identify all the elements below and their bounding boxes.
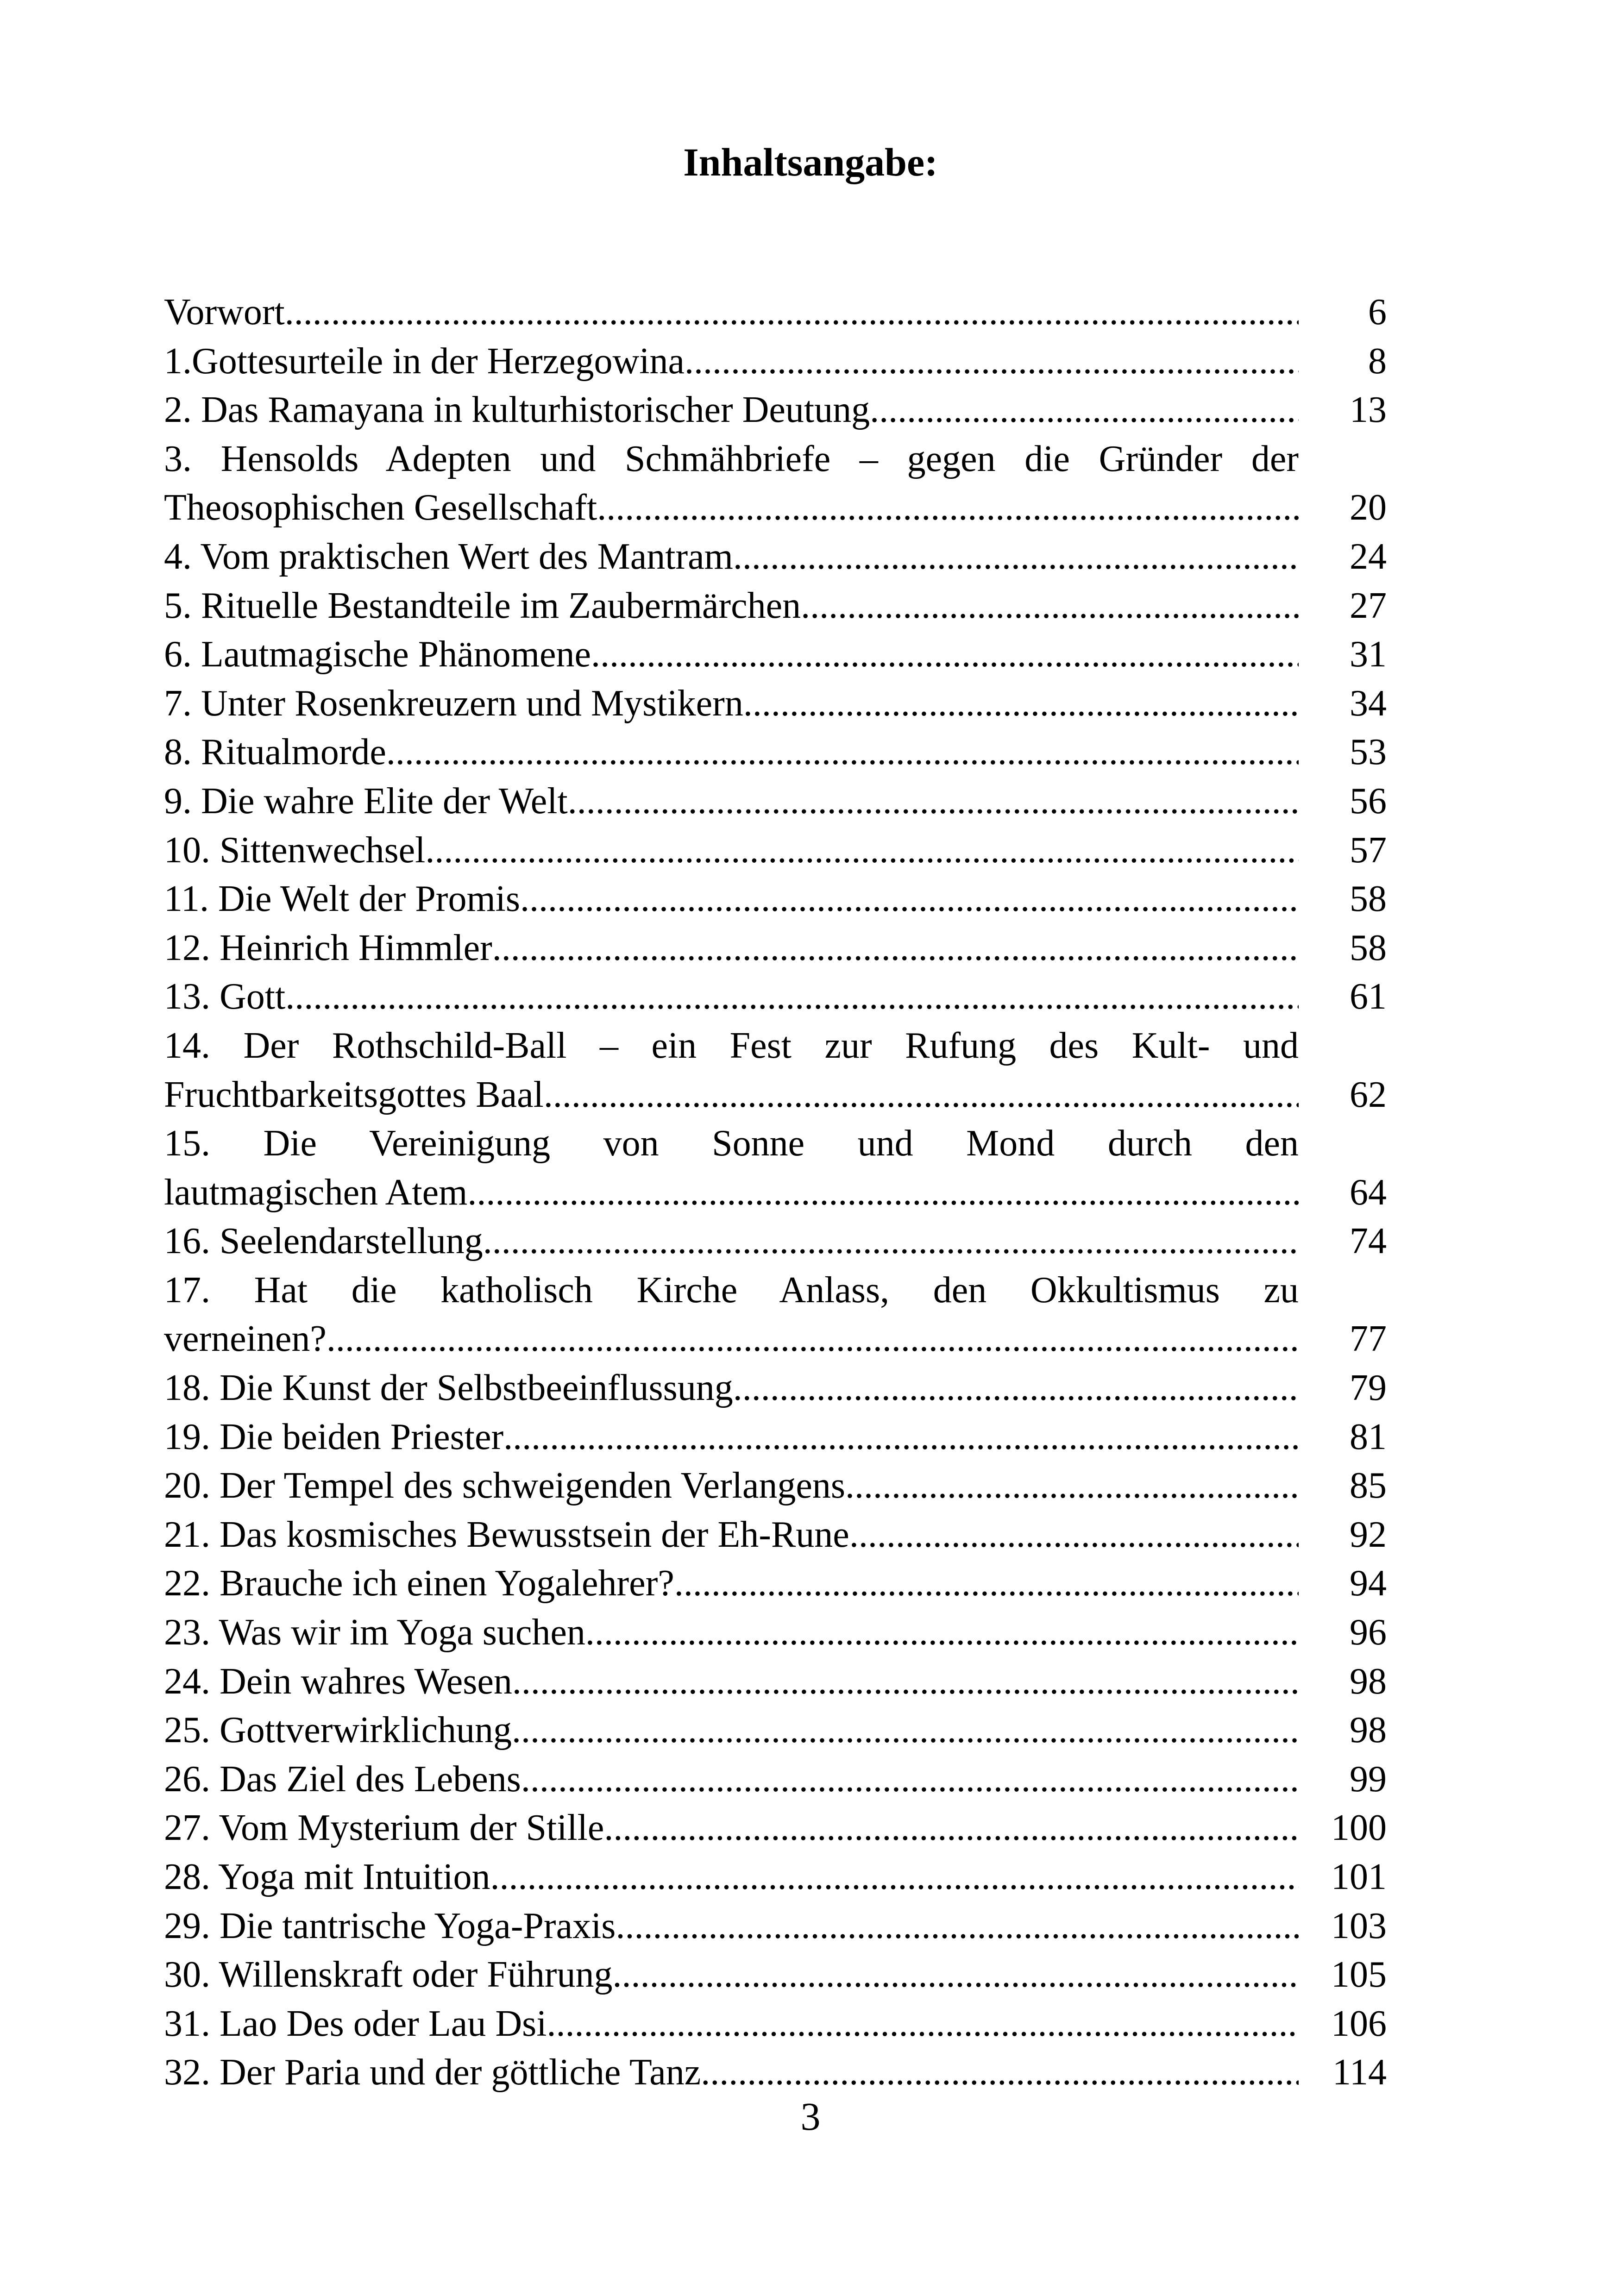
leader-dots [733,533,1299,582]
toc-entry-title: 13. Gott [164,976,286,1017]
toc-entry-page: 24 [1350,536,1387,577]
toc-entry-page: 13 [1350,389,1387,431]
leader-dots [845,1462,1299,1511]
toc-entry [164,1657,1387,1706]
leader-dots [801,582,1299,631]
toc-entry-title-line-1: 15. Die Vereinigung von Sonne und Mond durch den [164,1123,1299,1164]
toc-entry [164,1364,1387,1413]
toc-entry-page: 62 [1350,1074,1387,1115]
leader-dots [612,1951,1299,2000]
leader-dots [870,386,1299,435]
toc-entry-title: Theosophischen Gesellschaft [164,487,597,528]
toc-entry [164,386,1387,435]
toc-entry-page: 61 [1350,976,1387,1017]
toc-entry-title: 1.Gottesurteile in der Herzegowina [164,340,685,382]
toc-entry [164,1266,1387,1364]
toc-entry-page: 56 [1350,780,1387,822]
leader-dots [503,1413,1299,1462]
toc-entry [164,1462,1387,1511]
toc-entry [164,972,1387,1022]
leader-dots [591,630,1299,679]
toc-entry-page: 58 [1350,878,1387,920]
toc-entry-title: 22. Brauche ich einen Yogalehrer? [164,1563,674,1604]
toc-entry-title: Fruchtbarkeitsgottes Baal [164,1074,544,1115]
toc-entry [164,875,1387,924]
toc-entry [164,1853,1387,1902]
toc-entry-title: 28. Yoga mit Intuition [164,1857,490,1897]
leader-dots [512,1657,1299,1706]
toc-entry-title: 32. Der Paria und der göttliche Tanz [164,2052,701,2093]
toc-entry-page: 103 [1331,1905,1387,1946]
toc-entry-page: 106 [1331,2003,1387,2044]
toc-entry-title: 9. Die wahre Elite der Welt [164,780,568,822]
toc-entry-title: 30. Willenskraft oder Führung [164,1954,613,1995]
toc-entry-page: 96 [1350,1612,1387,1653]
toc-entry-title: lautmagischen Atem [164,1172,468,1213]
toc-entry [164,2000,1387,2049]
toc-entry [164,1804,1387,1853]
toc-entry-title-line-1: 17. Hat die katholisch Kirche Anlass, den Okkultismus zu [164,1269,1299,1311]
toc-entry-page: 53 [1350,732,1387,773]
toc-entry-page: 99 [1350,1758,1387,1800]
toc-entry [164,1511,1387,1560]
toc-entry-title-line-1: 14. Der Rothschild-Ball – ein Fest zur Rufung des Kult- und [164,1025,1299,1066]
toc-entry-title: 26. Das Ziel des Lebens [164,1758,521,1800]
leader-dots [597,483,1299,533]
toc-entry-title: 21. Das kosmisches Bewusstsein der Eh-Rune [164,1514,849,1555]
toc-entry-title: 4. Vom praktischen Wert des Mantram [164,536,733,577]
toc-entry-title: 19. Die beiden Priester [164,1416,504,1457]
toc-entry-title: Vorwort [164,292,285,332]
page-title: Inhaltsangabe: [683,140,938,184]
leader-dots [386,728,1299,777]
toc-entry-title: 8. Ritualmorde [164,732,386,773]
toc-entry-title: 12. Heinrich Himmler [164,927,492,968]
toc-entry-title: 24. Dein wahres Wesen [164,1661,512,1702]
toc-entry-title: 29. Die tantrische Yoga-Praxis [164,1905,616,1946]
toc-entry [164,1608,1387,1657]
leader-dots [849,1511,1299,1560]
toc-entry [164,582,1387,631]
toc-entry-title: 7. Unter Rosenkreuzern und Mystikern [164,683,743,724]
toc-entry [164,826,1387,875]
leader-dots [285,288,1299,337]
leader-dots [544,1071,1299,1120]
table-of-contents [164,288,1387,2097]
leader-dots [585,1608,1299,1657]
toc-entry-title: 23. Was wir im Yoga suchen [164,1612,585,1653]
leader-dots [520,875,1299,924]
leader-dots [701,2048,1299,2097]
toc-entry-page: 98 [1350,1710,1387,1751]
toc-entry-title: 5. Rituelle Bestandteile im Zaubermärchen [164,585,801,626]
leader-dots [327,1315,1299,1364]
toc-entry-page: 57 [1350,829,1387,871]
toc-entry-page: 114 [1332,2052,1387,2093]
toc-entry-page: 85 [1350,1465,1387,1506]
leader-dots [490,1853,1299,1902]
leader-dots [492,924,1299,973]
toc-entry-page: 34 [1350,683,1387,724]
toc-entry-page: 94 [1350,1563,1387,1604]
toc-entry-page: 100 [1331,1807,1387,1849]
leader-dots [743,679,1299,728]
toc-entry [164,1119,1387,1217]
toc-entry-title: 20. Der Tempel des schweigenden Verlangens [164,1465,846,1506]
toc-entry-page: 101 [1331,1857,1387,1897]
toc-entry-title-line-1: 3. Hensolds Adepten und Schmähbriefe – gegen die Gründer der [164,438,1299,479]
toc-entry-page: 64 [1350,1172,1387,1213]
toc-entry-title: 2. Das Ramayana in kulturhistorischer Deutung [164,389,870,431]
toc-entry [164,337,1387,386]
toc-entry [164,1559,1387,1608]
toc-entry-title: 27. Vom Mysterium der Stille [164,1807,604,1849]
leader-dots [467,1168,1299,1217]
leader-dots [616,1902,1299,1951]
toc-entry [164,1755,1387,1804]
leader-dots [425,826,1299,875]
toc-entry-title: 6. Lautmagische Phänomene [164,634,591,675]
leader-dots [685,337,1299,386]
toc-entry [164,1022,1387,1119]
toc-entry-page: 79 [1350,1368,1387,1409]
toc-entry-page: 98 [1350,1661,1387,1702]
toc-entry-title: 25. Gottverwirklichung [164,1710,512,1751]
leader-dots [674,1559,1299,1608]
toc-entry-page: 58 [1350,927,1387,968]
toc-entry [164,679,1387,728]
toc-entry [164,1706,1387,1755]
leader-dots [733,1364,1299,1413]
leader-dots [521,1755,1299,1804]
toc-entry-title: verneinen? [164,1318,327,1360]
toc-entry-title: 16. Seelendarstellung [164,1221,483,1262]
toc-entry [164,777,1387,826]
toc-entry-page: 20 [1350,487,1387,528]
toc-entry [164,728,1387,777]
toc-entry [164,2048,1387,2097]
toc-entry [164,1902,1387,1951]
toc-entry [164,288,1387,337]
toc-entry [164,1217,1387,1266]
toc-entry [164,630,1387,679]
leader-dots [285,972,1299,1022]
toc-entry-page: 31 [1350,634,1387,675]
leader-dots [547,2000,1299,2049]
page-number: 3 [800,2094,821,2139]
leader-dots [483,1217,1299,1266]
toc-entry-page: 77 [1350,1318,1387,1360]
toc-entry-title: 10. Sittenwechsel [164,829,426,871]
toc-entry [164,435,1387,533]
toc-entry-page: 8 [1368,340,1387,382]
toc-entry-page: 81 [1350,1416,1387,1457]
leader-dots [512,1706,1299,1755]
toc-entry-title: 11. Die Welt der Promis [164,878,521,920]
toc-entry [164,1951,1387,2000]
leader-dots [568,777,1299,826]
toc-entry-page: 92 [1350,1514,1387,1555]
toc-entry [164,533,1387,582]
toc-entry [164,1413,1387,1462]
toc-entry-page: 105 [1331,1954,1387,1995]
toc-entry-page: 6 [1368,292,1387,332]
toc-entry-title: 31. Lao Des oder Lau Dsi [164,2003,547,2044]
toc-entry-page: 27 [1350,585,1387,626]
leader-dots [604,1804,1299,1853]
toc-entry-page: 74 [1350,1221,1387,1262]
toc-entry [164,924,1387,973]
toc-entry-title: 18. Die Kunst der Selbstbeeinflussung [164,1368,733,1409]
